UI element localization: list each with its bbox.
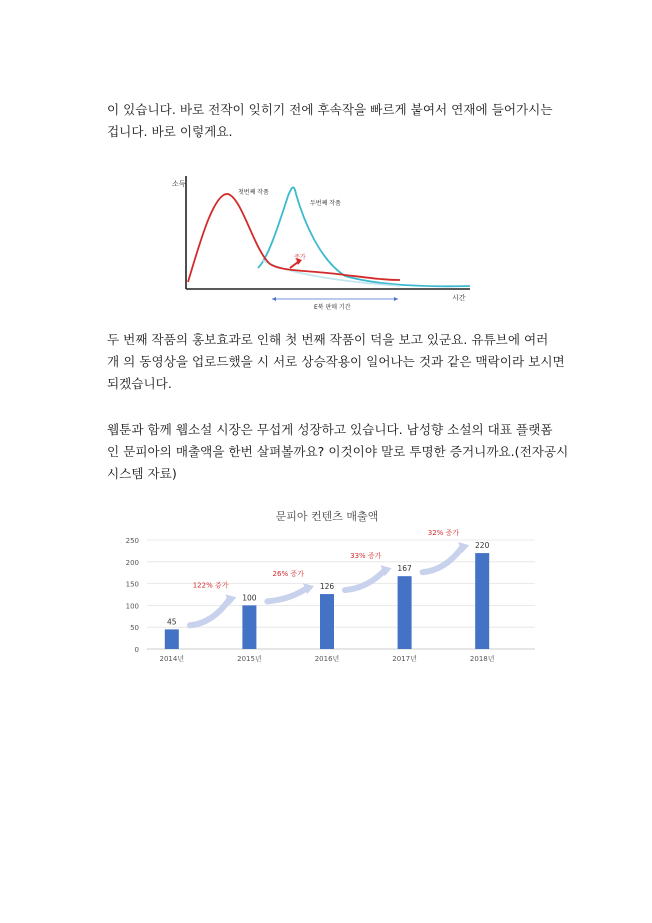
text-line: 웹툰과 함께 웹소설 시장은 무섭게 성장하고 있습니다. 남성향 소설의 대표 플랫폼 <box>107 422 553 437</box>
text-line: 개 의 동영상을 업로드했을 시 서로 상승작용이 일어나는 것과 같은 맥락이라 보시면 <box>107 354 565 369</box>
bar <box>475 553 489 649</box>
y-tick-label: 150 <box>125 580 139 589</box>
paragraph-1 <box>107 99 553 143</box>
text-line: 시스템 자료) <box>107 466 177 481</box>
paragraph-3 <box>107 419 569 485</box>
data-label: 100 <box>242 593 257 603</box>
x-tick-label: 2016년 <box>314 655 340 663</box>
text-line: 두 번째 작품의 홍보효과로 인해 첫 번째 작품이 덕을 보고 있군요. 유튜브에 여러 <box>107 332 549 347</box>
growth-arrow <box>345 570 385 590</box>
growth-arrow <box>423 547 463 572</box>
revenue-bar-chart-svg <box>117 507 537 675</box>
text-line: 이 있습니다. 바로 전작이 잊히기 전에 후속작을 빠르게 붙여서 연재에 들어가시는 <box>107 102 553 117</box>
y-tick-label: 200 <box>125 558 139 567</box>
growth-annotation: 32% 증가 <box>427 529 460 538</box>
increase-label: 증가 <box>294 254 306 261</box>
x-tick-label: 2018년 <box>469 655 495 663</box>
bar <box>320 594 334 649</box>
munpia-revenue-chart <box>117 507 537 675</box>
x-tick-label: 2014년 <box>159 655 185 663</box>
curve2-label: 두번째 작품 <box>310 200 341 207</box>
second-work-curve <box>258 187 470 286</box>
data-label: 45 <box>167 617 177 627</box>
x-axis-label: 시간 <box>452 294 466 302</box>
y-tick-label: 0 <box>134 646 139 654</box>
x-tick-label: 2015년 <box>237 655 262 663</box>
growth-annotation: 122% 증가 <box>192 581 229 590</box>
bar <box>165 629 179 649</box>
growth-annotation: 33% 증가 <box>350 552 382 561</box>
data-label: 167 <box>397 564 412 574</box>
data-label: 126 <box>319 582 335 592</box>
text-line: 겁니다. 바로 이렇게요. <box>107 124 233 139</box>
period-label: E북 판매 기간 <box>314 304 351 311</box>
y-axis-label: 소득 <box>172 180 186 188</box>
x-tick-label: 2017년 <box>392 655 417 663</box>
income-curve-svg <box>170 172 480 312</box>
growth-arrow <box>190 599 230 625</box>
curve1-label: 첫번째 작품 <box>238 189 269 196</box>
data-label: 220 <box>475 541 490 551</box>
y-tick-label: 100 <box>125 602 139 611</box>
first-work-curve <box>188 194 400 282</box>
increase-arrow <box>290 262 298 268</box>
text-line: 인 문피아의 매출액을 한번 살펴볼까요? 이것이야 말로 투명한 증거니까요.(전자공시 <box>107 444 569 459</box>
period-arrow-left <box>272 297 276 301</box>
chart-title: 문피아 컨텐츠 매출액 <box>275 510 379 523</box>
bar <box>242 605 256 649</box>
income-curve-diagram <box>170 172 480 312</box>
y-tick-label: 50 <box>130 624 139 633</box>
period-arrow-right <box>394 297 398 301</box>
text-line: 되겠습니다. <box>107 376 172 391</box>
growth-annotation: 26% 증가 <box>272 570 304 579</box>
paragraph-2 <box>107 329 565 395</box>
y-tick-label: 250 <box>125 537 139 545</box>
bar <box>398 576 412 649</box>
growth-arrow <box>267 588 307 601</box>
